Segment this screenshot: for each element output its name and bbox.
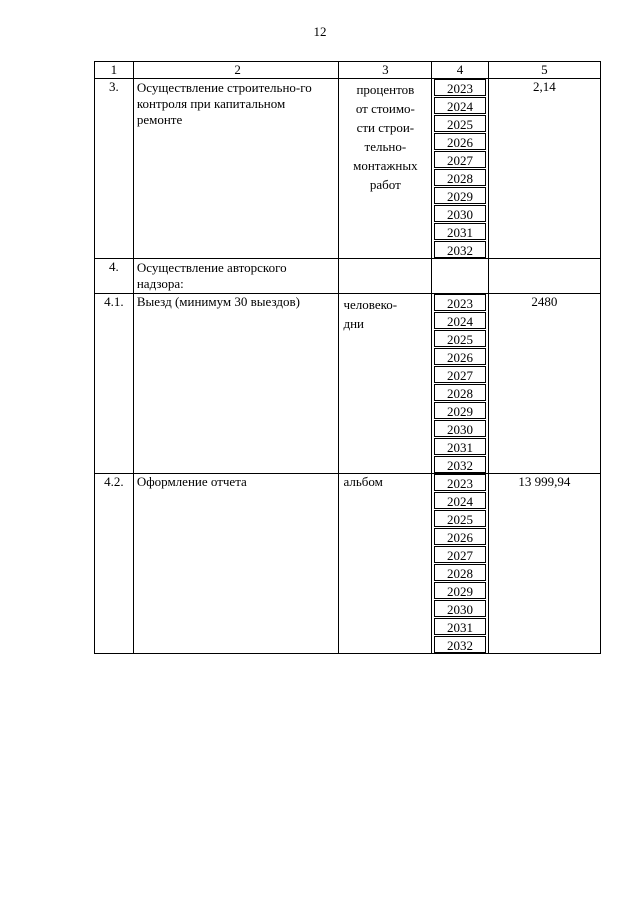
year-cell: 2024 <box>434 492 485 509</box>
header-col-4: 4 <box>432 62 488 79</box>
year-cell: 2030 <box>434 205 485 222</box>
row-years <box>432 259 488 294</box>
data-table <box>94 61 601 654</box>
table-header <box>95 62 601 79</box>
year-cell: 2032 <box>434 636 485 653</box>
table-row <box>95 79 601 259</box>
year-cell: 2023 <box>434 474 485 491</box>
year-cell: 2031 <box>434 618 485 635</box>
row-name: Оформление отчета <box>133 474 339 654</box>
row-value: 2,14 <box>488 79 600 259</box>
year-cell: 2032 <box>434 456 485 473</box>
row-years <box>432 294 488 474</box>
header-col-1: 1 <box>95 62 134 79</box>
year-cell: 2028 <box>434 169 485 186</box>
year-cell: 2025 <box>434 510 485 527</box>
row-value: 13 999,94 <box>488 474 600 654</box>
row-value <box>488 259 600 294</box>
year-cell: 2027 <box>434 151 485 168</box>
header-col-2: 2 <box>133 62 339 79</box>
year-list <box>432 294 487 473</box>
year-cell: 2023 <box>434 294 485 311</box>
year-cell: 2027 <box>434 366 485 383</box>
row-unit: человеко-дни <box>339 294 432 474</box>
row-name: Осуществление авторского надзора: <box>133 259 339 294</box>
year-cell: 2023 <box>434 79 485 96</box>
header-col-5: 5 <box>488 62 600 79</box>
year-list <box>432 79 487 258</box>
row-number: 4. <box>95 259 134 294</box>
year-cell: 2031 <box>434 223 485 240</box>
row-number: 4.1. <box>95 294 134 474</box>
row-unit: альбом <box>339 474 432 654</box>
page-number: 12 <box>313 24 327 39</box>
table-row <box>95 294 601 474</box>
year-cell: 2030 <box>434 600 485 617</box>
year-cell: 2028 <box>434 564 485 581</box>
year-cell: 2025 <box>434 330 485 347</box>
year-cell: 2025 <box>434 115 485 132</box>
year-cell: 2028 <box>434 384 485 401</box>
year-cell: 2026 <box>434 528 485 545</box>
year-cell: 2024 <box>434 312 485 329</box>
row-unit <box>339 259 432 294</box>
year-cell: 2031 <box>434 438 485 455</box>
row-number: 4.2. <box>95 474 134 654</box>
header-col-3: 3 <box>339 62 432 79</box>
year-cell: 2029 <box>434 187 485 204</box>
year-cell: 2024 <box>434 97 485 114</box>
table-row <box>95 259 601 294</box>
year-cell: 2029 <box>434 582 485 599</box>
year-list <box>432 474 487 653</box>
year-cell: 2030 <box>434 420 485 437</box>
row-name: Осуществление строительно-го контроля при капитальном ремонте <box>133 79 339 259</box>
row-years <box>432 79 488 259</box>
table-row <box>95 474 601 654</box>
year-cell: 2026 <box>434 348 485 365</box>
row-unit: процентов от стоимо-сти строи-тельно-монтажных работ <box>339 79 432 259</box>
year-cell: 2032 <box>434 241 485 258</box>
year-cell: 2026 <box>434 133 485 150</box>
row-name: Выезд (минимум 30 выездов) <box>133 294 339 474</box>
row-value: 2480 <box>488 294 600 474</box>
year-cell: 2027 <box>434 546 485 563</box>
year-cell: 2029 <box>434 402 485 419</box>
row-number: 3. <box>95 79 134 259</box>
row-years <box>432 474 488 654</box>
